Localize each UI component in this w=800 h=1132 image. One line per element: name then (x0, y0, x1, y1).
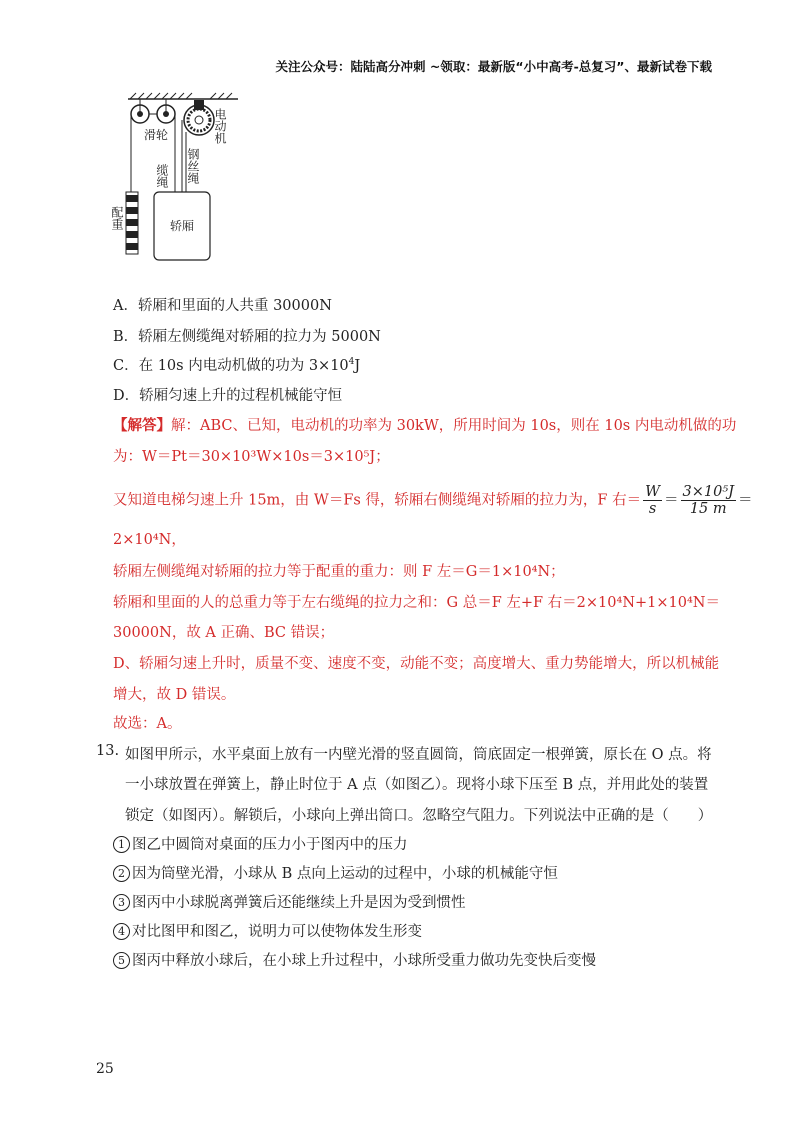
answer-line-8: D、轿厢匀速上升时，质量不变、速度不变，动能不变；高度增大、重力势能增大，所以机械能 (113, 656, 720, 672)
answer-line-6: 轿厢和里面的人的总重力等于左右缆绳的拉力之和：G 总＝F 左+F 右＝2×10⁴N+1×10⁴N＝ (113, 595, 720, 611)
label-counterweight: 配重 (110, 206, 124, 230)
option-d: D．轿厢匀速上升的过程机械能守恒 (113, 388, 343, 404)
statement-3: 3 图丙中小球脱离弹簧后还能继续上升是因为受到惯性 (113, 891, 466, 912)
question-line-1: 如图甲所示，水平桌面上放有一内壁光滑的竖直圆筒，筒底固定一根弹簧，原长在 O 点。将 (125, 747, 712, 763)
answer-line-4: 2×10⁴N， (113, 532, 186, 548)
answer-line-7: 30000N，故 A 正确、BC 错误； (113, 625, 335, 641)
answer-line-9: 增大，故 D 错误。 (113, 687, 236, 703)
label-cable: 缆绳 (155, 164, 169, 188)
page-header: 关注公众号：陆陆高分冲刺 ~领取：最新版“小中高考-总复习”、最新试卷下载 (275, 59, 712, 74)
answer-line-2: 为：W＝Pt＝30×10³W×10s＝3×10⁵J； (113, 449, 390, 465)
question-line-2: 一小球放置在弹簧上，静止时位于 A 点（如图乙）。现将小球下压至 B 点，并用此处的装置 (125, 777, 709, 793)
question-line-3: 锁定（如图丙）。解锁后，小球向上弹出筒口。忽略空气阻力。下列说法中正确的是（ ） (125, 808, 713, 824)
answer-line-5: 轿厢左侧缆绳对轿厢的拉力等于配重的重力：则 F 左＝G＝1×10⁴N； (113, 564, 565, 580)
page-number: 25 (96, 1061, 114, 1077)
answer-line-10: 故选：A。 (113, 716, 182, 732)
statement-1: 1 图乙中圆筒对桌面的压力小于图丙中的压力 (113, 833, 408, 854)
option-c: C．在 10s 内电动机做的功为 $3\times 10^4J$ (113, 357, 361, 374)
statement-5: 5 图丙中释放小球后，在小球上升过程中，小球所受重力做功先变快后变慢 (113, 949, 596, 970)
label-wire: 钢丝绳 (186, 148, 200, 184)
elevator-diagram (110, 92, 250, 272)
answer-line-3: 又知道电梯匀速上升 15m，由 W＝Fs 得，轿厢右侧缆绳对轿厢的拉力为，F 右＝ $\frac{W}{s}$ ＝ $\frac{\text{3×10⁵J}}{15 m}$ ＝ (113, 484, 753, 517)
option-a: A．轿厢和里面的人共重 30000N (113, 298, 332, 314)
label-car: 轿厢 (170, 219, 195, 233)
question-number: 13. (96, 743, 120, 759)
statement-2: 2 因为筒壁光滑，小球从 B 点向上运动的过程中，小球的机械能守恒 (113, 862, 558, 883)
answer-line-1: 【解答】解：ABC、已知，电动机的功率为 30kW，所用时间为 10s，则在 10s 内电动机做的功 (113, 417, 737, 434)
label-motor: 电动机 (213, 108, 227, 144)
statement-4: 4 对比图甲和图乙，说明力可以使物体发生形变 (113, 920, 422, 941)
option-b: B．轿厢左侧缆绳对轿厢的拉力为 5000N (113, 329, 381, 345)
label-pulley: 滑轮 (144, 128, 169, 142)
